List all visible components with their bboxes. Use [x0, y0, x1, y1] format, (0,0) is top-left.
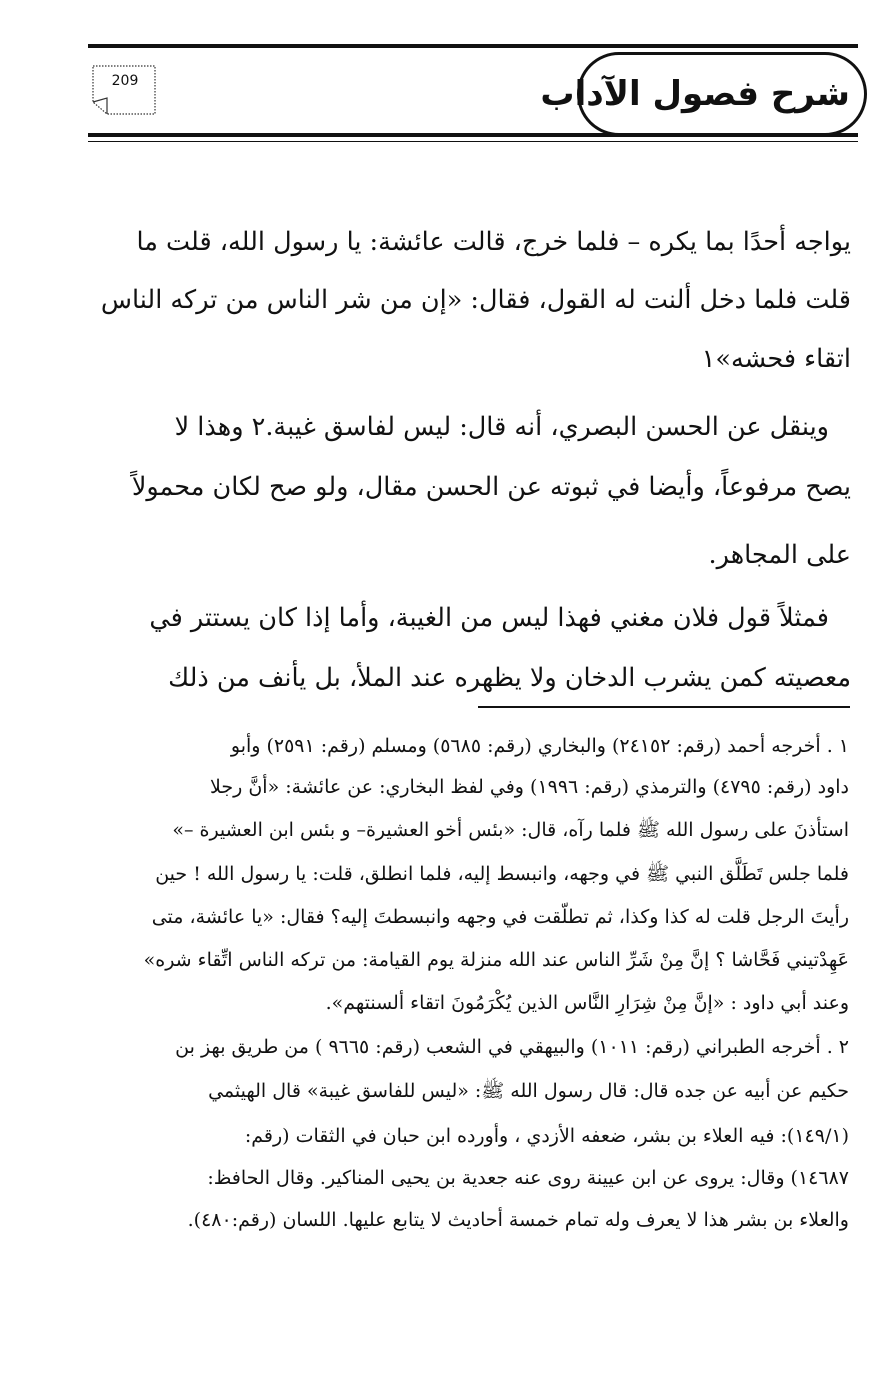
- page-number: 209: [111, 73, 139, 89]
- footnote-line-7: وعند أبي داود : «إنَّ مِنْ شِرَارِ النَّاس الذين يُكْرَمُونَ اتقاء ألسنتهم».: [325, 992, 849, 1014]
- body-line-8: معصيته كمن يشرب الدخان ولا يظهره عند الملأ، بل يأنف من ذلك: [168, 663, 851, 693]
- header-title-frame: [540, 52, 867, 136]
- footnote-line-8: ٢ . أخرجه الطبراني (رقم: ١٠١١) والبيهقي في الشعب (رقم: ٩٦٦٥ ) من طريق بهز بن: [175, 1036, 849, 1058]
- body-line-7: فمثلاً قول فلان مغني فهذا ليس من الغيبة، وأما إذا كان يستتر في: [149, 603, 829, 633]
- footnote-line-5: رأيتَ الرجل قلت له كذا وكذا، ثم تطلّقت في وجهه وانبسطتَ إليه؟ فقال: «يا عائشة، متى: [151, 906, 849, 928]
- footnote-line-12: والعلاء بن بشر هذا لا يعرف وله تمام خمسة أحاديث لا يتابع عليها. اللسان (رقم:٤٨٠).: [187, 1209, 849, 1231]
- body-line-3: اتقاء فحشه»١: [701, 344, 851, 374]
- header-bottom-rule: [88, 133, 858, 137]
- page-corner-icon: [91, 64, 157, 116]
- body-line-2: قلت فلما دخل ألنت له القول، فقال: «إن من شر الناس من تركه الناس: [100, 285, 851, 315]
- footnote-separator: [478, 706, 850, 708]
- body-line-1: يواجه أحدًا بما يكره – فلما خرج، قالت عائشة: يا رسول الله، قلت ما: [136, 227, 851, 257]
- footnote-line-1: ١ . أخرجه أحمد (رقم: ٢٤١٥٢) والبخاري (رقم: ٥٦٨٥) ومسلم (رقم: ٢٥٩١) وأبو: [230, 735, 849, 757]
- footnote-line-11: ١٤٦٨٧) وقال: يروى عن ابن عيينة روى عنه جعدية بن يحيى المناكير. وقال الحافظ:: [207, 1167, 849, 1189]
- footnote-line-4: فلما جلس تَطَلَّق النبي ﷺ في وجهه، وانبسط إليه، فلما انطلق، قلت: يا رسول الله ! حين: [155, 863, 849, 885]
- header-thin-rule: [88, 141, 858, 142]
- page-number-badge: [91, 64, 157, 116]
- footnote-line-2: داود (رقم: ٤٧٩٥) والترمذي (رقم: ١٩٩٦) وفي لفظ البخاري: عن عائشة: «أنَّ رجلا: [210, 776, 849, 798]
- footnote-line-6: عَهِدْتيني فَحَّاشا ؟ إنَّ مِنْ شَرِّ الناس عند الله منزلة يوم القيامة: من تركه الناس اتِّقاء شره»: [143, 949, 849, 971]
- footnote-line-10: (١٤٩/١): فيه العلاء بن بشر، ضعفه الأزدي ، وأورده ابن حبان في الثقات (رقم:: [244, 1125, 849, 1147]
- footnote-line-3: استأذنَ على رسول الله ﷺ فلما رآه، قال: «بئس أخو العشيرة– و بئس ابن العشيرة –»: [172, 819, 849, 841]
- header-top-rule: [88, 44, 858, 48]
- book-title: شرح فصول الآداب: [540, 74, 850, 114]
- body-line-5: يصح مرفوعاً، وأيضا في ثبوته عن الحسن مقال، ولو صح لكان محمولاً: [131, 472, 851, 502]
- body-line-6: على المجاهر.: [708, 540, 851, 570]
- footnote-line-9: حكيم عن أبيه عن جده قال: قال رسول الله ﷺ: «ليس للفاسق غيبة» قال الهيثمي: [208, 1080, 849, 1102]
- body-line-4: وينقل عن الحسن البصري، أنه قال: ليس لفاسق غيبة.٢ وهذا لا: [174, 412, 829, 442]
